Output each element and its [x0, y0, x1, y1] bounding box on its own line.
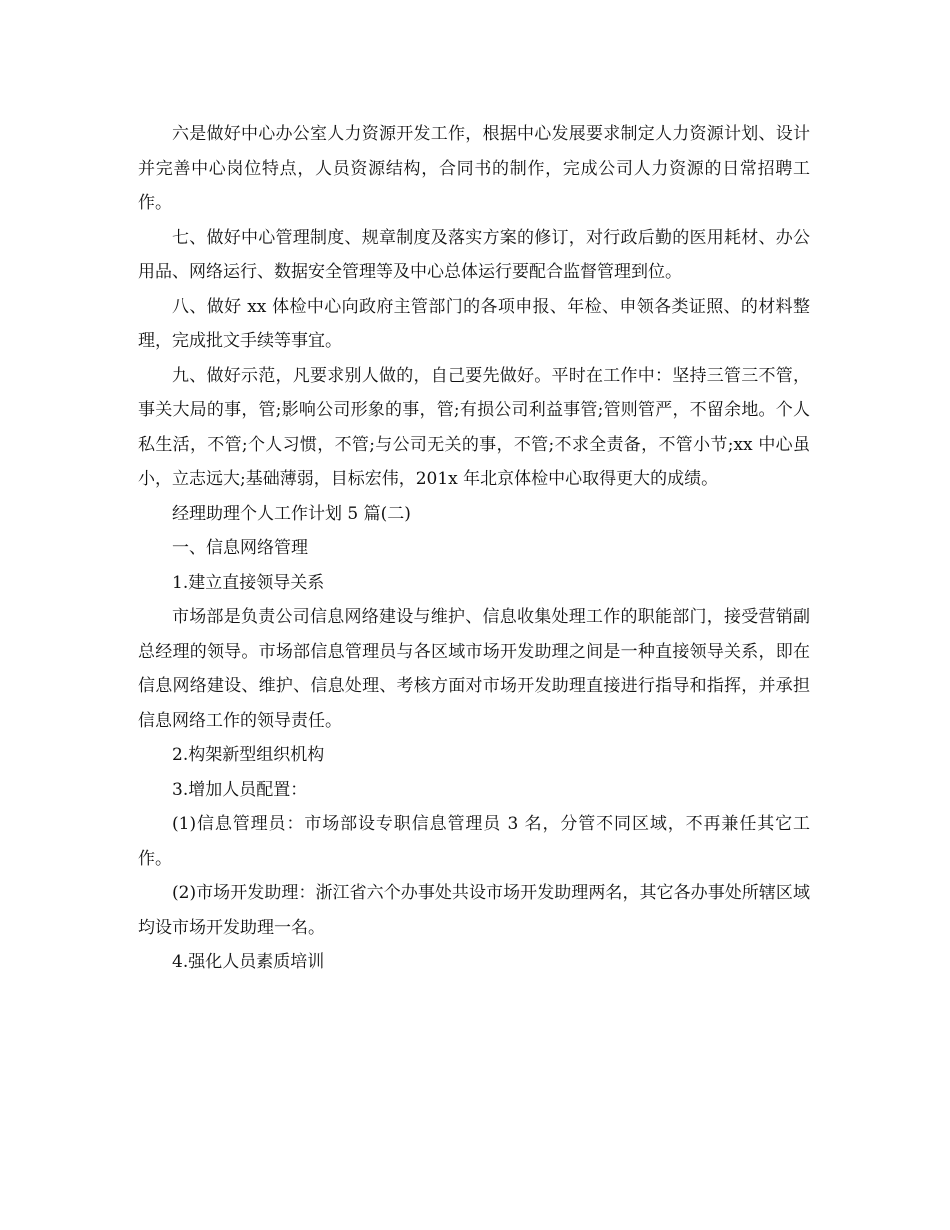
paragraph-item-seven: 七、做好中心管理制度、规章制度及落实方案的修订，对行政后勤的医用耗材、办公用品、网络运行、数据安全管理等及中心总体运行要配合监督管理到位。 [138, 227, 810, 282]
paragraph-market-assistant: (2)市场开发助理：浙江省六个办事处共设市场开发助理两名，其它各办事处所辖区域均设市场开发助理一名。 [138, 883, 810, 938]
paragraph-item-nine: 九、做好示范，凡要求别人做的，自己要先做好。平时在工作中：坚持三管三不管，事关大局的事，管;影响公司形象的事，管;有损公司利益事管;管则管严，不留余地。个人私生活，不管;个人习惯，不管;与公司无关的事，不管;不求全责备，不管小节;xx 中心虽小，立志远大;基础薄弱，目标宏伟，201x 年北京体检中心取得更大的成绩。 [138, 365, 810, 489]
paragraph-market-department: 市场部是负责公司信息网络建设与维护、信息收集处理工作的职能部门，接受营销副总经理的领导。市场部信息管理员与各区域市场开发助理之间是一种直接领导关系，即在信息网络建设、维护、信息处理、考核方面对市场开发助理直接进行指导和指挥，并承担信息网络工作的领导责任。 [138, 607, 810, 731]
section-heading-network: 一、信息网络管理 [172, 538, 308, 558]
section-title: 经理助理个人工作计划 5 篇(二) [172, 503, 411, 524]
subheading-staffing: 3.增加人员配置： [172, 779, 308, 800]
subheading-leadership: 1.建立直接领导关系 [172, 572, 325, 593]
subheading-training: 4.强化人员素质培训 [172, 952, 325, 972]
document-body [138, 117, 810, 980]
subheading-organization: 2.构架新型组织机构 [172, 745, 325, 765]
paragraph-item-six: 六是做好中心办公室人力资源开发工作，根据中心发展要求制定人力资源计划、设计并完善中心岗位特点，人员资源结构，合同书的制作，完成公司人力资源的日常招聘工作。 [138, 124, 810, 213]
paragraph-item-eight: 八、做好 xx 体检中心向政府主管部门的各项申报、年检、申领各类证照、的材料整理，完成批文手续等事宜。 [138, 296, 810, 351]
paragraph-info-manager: (1)信息管理员：市场部设专职信息管理员 3 名，分管不同区域，不再兼任其它工作。 [138, 814, 810, 869]
